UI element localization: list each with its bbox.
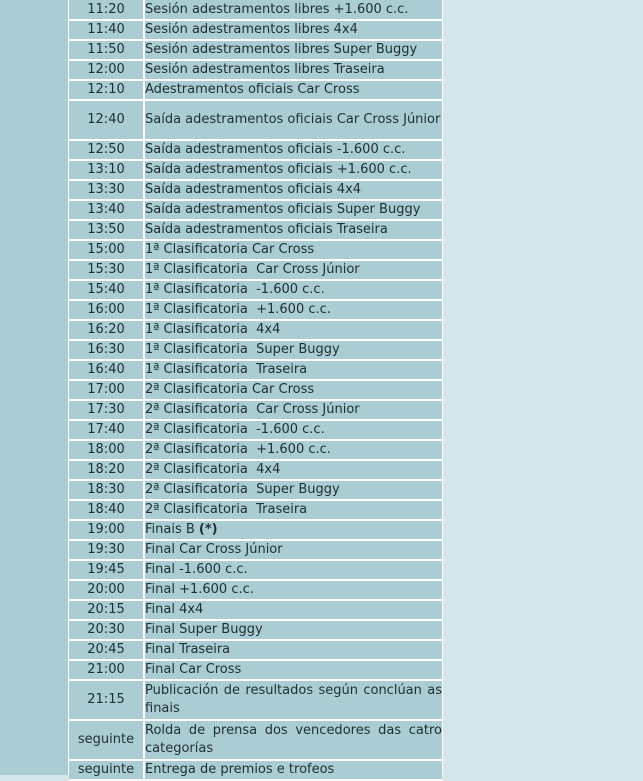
schedule-time: 15:30 bbox=[69, 260, 144, 280]
schedule-description bbox=[144, 440, 442, 460]
schedule-time: 17:30 bbox=[69, 400, 144, 420]
schedule-description-text: 1ª Clasificatoria Traseira bbox=[145, 362, 308, 377]
schedule-description-text: Final Car Cross bbox=[145, 662, 242, 677]
schedule-time: 20:00 bbox=[69, 580, 144, 600]
schedule-row bbox=[69, 660, 442, 680]
schedule-description-text: 1ª Clasificatoria +1.600 c.c. bbox=[145, 302, 331, 317]
schedule-description-text: 2ª Clasificatoria Car Cross Júnior bbox=[145, 402, 360, 417]
schedule-row bbox=[69, 440, 442, 460]
schedule-row bbox=[69, 100, 442, 140]
schedule-row bbox=[69, 80, 442, 100]
schedule-description-text: Entrega de premios e trofeos bbox=[145, 762, 335, 777]
schedule-description bbox=[144, 0, 442, 20]
schedule-row bbox=[69, 20, 442, 40]
schedule-description-text: Final 4x4 bbox=[145, 602, 204, 617]
schedule-time: seguinte bbox=[69, 720, 144, 760]
schedule-time: 17:00 bbox=[69, 380, 144, 400]
schedule-description bbox=[144, 200, 442, 220]
schedule-description-text: Publicación de resultados según conclúan as finais bbox=[145, 683, 447, 716]
schedule-time: 21:00 bbox=[69, 660, 144, 680]
schedule-row bbox=[69, 280, 442, 300]
schedule-description-text: 2ª Clasificatoria Super Buggy bbox=[145, 482, 340, 497]
schedule-body bbox=[69, 0, 447, 780]
schedule-time: 19:00 bbox=[69, 520, 144, 540]
schedule-description-text: Rolda de prensa dos vencedores das catro categorías bbox=[145, 723, 447, 756]
schedule-time: 20:45 bbox=[69, 640, 144, 660]
schedule-description-text: 2ª Clasificatoria 4x4 bbox=[145, 462, 281, 477]
schedule-description bbox=[144, 380, 442, 400]
schedule-description bbox=[144, 160, 442, 180]
schedule-time: 12:50 bbox=[69, 140, 144, 160]
schedule-row bbox=[69, 600, 442, 620]
schedule-time: 16:20 bbox=[69, 320, 144, 340]
schedule-time: 18:20 bbox=[69, 460, 144, 480]
schedule-time: 11:20 bbox=[69, 0, 144, 20]
schedule-description-text: 2ª Clasificatoria Traseira bbox=[145, 502, 308, 517]
schedule-row bbox=[69, 380, 442, 400]
schedule-row bbox=[69, 540, 442, 560]
schedule-description bbox=[144, 720, 447, 760]
schedule-description-text: Finais B bbox=[145, 522, 199, 537]
schedule-row bbox=[69, 0, 442, 20]
schedule-description-text: Saída adestramentos oficiais Car Cross Júnior bbox=[145, 112, 441, 127]
schedule-description bbox=[144, 760, 442, 780]
schedule-description-text: Final Super Buggy bbox=[145, 622, 263, 637]
schedule-description-text: Saída adestramentos oficiais +1.600 c.c. bbox=[145, 162, 412, 177]
schedule-time: 16:00 bbox=[69, 300, 144, 320]
schedule-description-text: 2ª Clasificatoria Car Cross bbox=[145, 382, 315, 397]
schedule-time: 11:50 bbox=[69, 40, 144, 60]
schedule-time: 11:40 bbox=[69, 20, 144, 40]
right-side-panel bbox=[442, 0, 643, 775]
schedule-description-text: Final Traseira bbox=[145, 642, 231, 657]
schedule-description-text: Adestramentos oficiais Car Cross bbox=[145, 82, 360, 97]
schedule-row bbox=[69, 40, 442, 60]
schedule-description-text: Saída adestramentos oficiais Traseira bbox=[145, 222, 388, 237]
schedule-description-text: Saída adestramentos oficiais Super Buggy bbox=[145, 202, 421, 217]
schedule-description bbox=[144, 60, 442, 80]
schedule-description bbox=[144, 360, 442, 380]
schedule-description bbox=[144, 320, 442, 340]
schedule-description bbox=[144, 280, 442, 300]
schedule-time: 13:10 bbox=[69, 160, 144, 180]
schedule-description bbox=[144, 600, 442, 620]
schedule-description-text: Sesión adestramentos libres +1.600 c.c. bbox=[145, 1, 409, 17]
schedule-time: 15:40 bbox=[69, 280, 144, 300]
schedule-row bbox=[69, 200, 442, 220]
schedule-time: 18:30 bbox=[69, 480, 144, 500]
schedule-row bbox=[69, 260, 442, 280]
schedule-description bbox=[144, 260, 442, 280]
schedule-description-text: Final +1.600 c.c. bbox=[145, 582, 254, 597]
schedule-description bbox=[144, 240, 442, 260]
schedule-description bbox=[144, 220, 442, 240]
schedule-row bbox=[69, 500, 442, 520]
schedule-description bbox=[144, 400, 442, 420]
schedule-time: 16:40 bbox=[69, 360, 144, 380]
schedule-description bbox=[144, 500, 442, 520]
schedule-row bbox=[69, 240, 442, 260]
schedule-time: 21:15 bbox=[69, 680, 144, 720]
schedule-time: 13:50 bbox=[69, 220, 144, 240]
schedule-row bbox=[69, 300, 442, 320]
schedule-description bbox=[144, 420, 442, 440]
schedule-row bbox=[69, 460, 442, 480]
schedule-time: 16:30 bbox=[69, 340, 144, 360]
schedule-description-text: 1ª Clasificatoria Car Cross bbox=[145, 242, 315, 257]
schedule-description-text: 2ª Clasificatoria +1.600 c.c. bbox=[145, 442, 331, 457]
schedule-time: 20:30 bbox=[69, 620, 144, 640]
schedule-description bbox=[144, 100, 442, 140]
schedule-row bbox=[69, 340, 442, 360]
schedule-description bbox=[144, 660, 442, 680]
schedule-description-text: Sesión adestramentos libres Super Buggy bbox=[145, 42, 418, 57]
schedule-description-text: Final -1.600 c.c. bbox=[145, 562, 248, 577]
schedule-row bbox=[69, 560, 442, 580]
schedule-row bbox=[69, 520, 442, 540]
schedule-description bbox=[144, 20, 442, 40]
schedule-row bbox=[69, 220, 442, 240]
schedule-description-text: Sesión adestramentos libres Traseira bbox=[145, 62, 385, 77]
schedule-row bbox=[69, 760, 442, 780]
schedule-description-text: 1ª Clasificatoria 4x4 bbox=[145, 322, 281, 337]
schedule-row bbox=[69, 680, 442, 720]
schedule-row bbox=[69, 60, 442, 80]
schedule-description-text: 1ª Clasificatoria Super Buggy bbox=[145, 342, 340, 357]
schedule-row bbox=[69, 640, 442, 660]
schedule-row bbox=[69, 360, 442, 380]
schedule-time: 18:40 bbox=[69, 500, 144, 520]
schedule-description-text: Saída adestramentos oficiais -1.600 c.c. bbox=[145, 142, 406, 157]
schedule-description bbox=[144, 140, 442, 160]
schedule-row bbox=[69, 480, 442, 500]
schedule-row bbox=[69, 180, 442, 200]
schedule-description-text: Sesión adestramentos libres 4x4 bbox=[145, 22, 358, 37]
schedule-time: 13:40 bbox=[69, 200, 144, 220]
left-margin-bar bbox=[0, 0, 69, 775]
schedule-row bbox=[69, 320, 442, 340]
schedule-description-text: 1ª Clasificatoria -1.600 c.c. bbox=[145, 282, 325, 297]
schedule-time: 18:00 bbox=[69, 440, 144, 460]
schedule-description bbox=[144, 580, 442, 600]
schedule-description bbox=[144, 520, 442, 540]
schedule-row bbox=[69, 140, 442, 160]
schedule-time: 13:30 bbox=[69, 180, 144, 200]
schedule-table bbox=[69, 0, 447, 781]
schedule-description-text: Final Car Cross Júnior bbox=[145, 542, 283, 557]
schedule-note-marker: (*) bbox=[198, 522, 218, 537]
schedule-description bbox=[144, 560, 442, 580]
schedule-time: 12:40 bbox=[69, 100, 144, 140]
schedule-description bbox=[144, 180, 442, 200]
schedule-description bbox=[144, 620, 442, 640]
schedule-time: 12:00 bbox=[69, 60, 144, 80]
schedule-row bbox=[69, 160, 442, 180]
schedule-time: 20:15 bbox=[69, 600, 144, 620]
schedule-row bbox=[69, 620, 442, 640]
schedule-description-text: 1ª Clasificatoria Car Cross Júnior bbox=[145, 262, 360, 277]
schedule-time: 19:45 bbox=[69, 560, 144, 580]
schedule-row bbox=[69, 400, 442, 420]
schedule-time: seguinte bbox=[69, 760, 144, 780]
schedule-row bbox=[69, 580, 442, 600]
schedule-time: 12:10 bbox=[69, 80, 144, 100]
schedule-time: 17:40 bbox=[69, 420, 144, 440]
schedule-description-text: 2ª Clasificatoria -1.600 c.c. bbox=[145, 422, 325, 437]
schedule-description bbox=[144, 540, 442, 560]
schedule-description bbox=[144, 300, 442, 320]
schedule-description bbox=[144, 80, 442, 100]
schedule-description bbox=[144, 40, 442, 60]
schedule-description-text: Saída adestramentos oficiais 4x4 bbox=[145, 182, 362, 197]
schedule-time: 19:30 bbox=[69, 540, 144, 560]
schedule-description bbox=[144, 480, 442, 500]
schedule-description bbox=[144, 680, 447, 720]
schedule-row bbox=[69, 720, 442, 760]
schedule-time: 15:00 bbox=[69, 240, 144, 260]
schedule-description bbox=[144, 640, 442, 660]
schedule-row bbox=[69, 420, 442, 440]
schedule-description bbox=[144, 340, 442, 360]
schedule-description bbox=[144, 460, 442, 480]
